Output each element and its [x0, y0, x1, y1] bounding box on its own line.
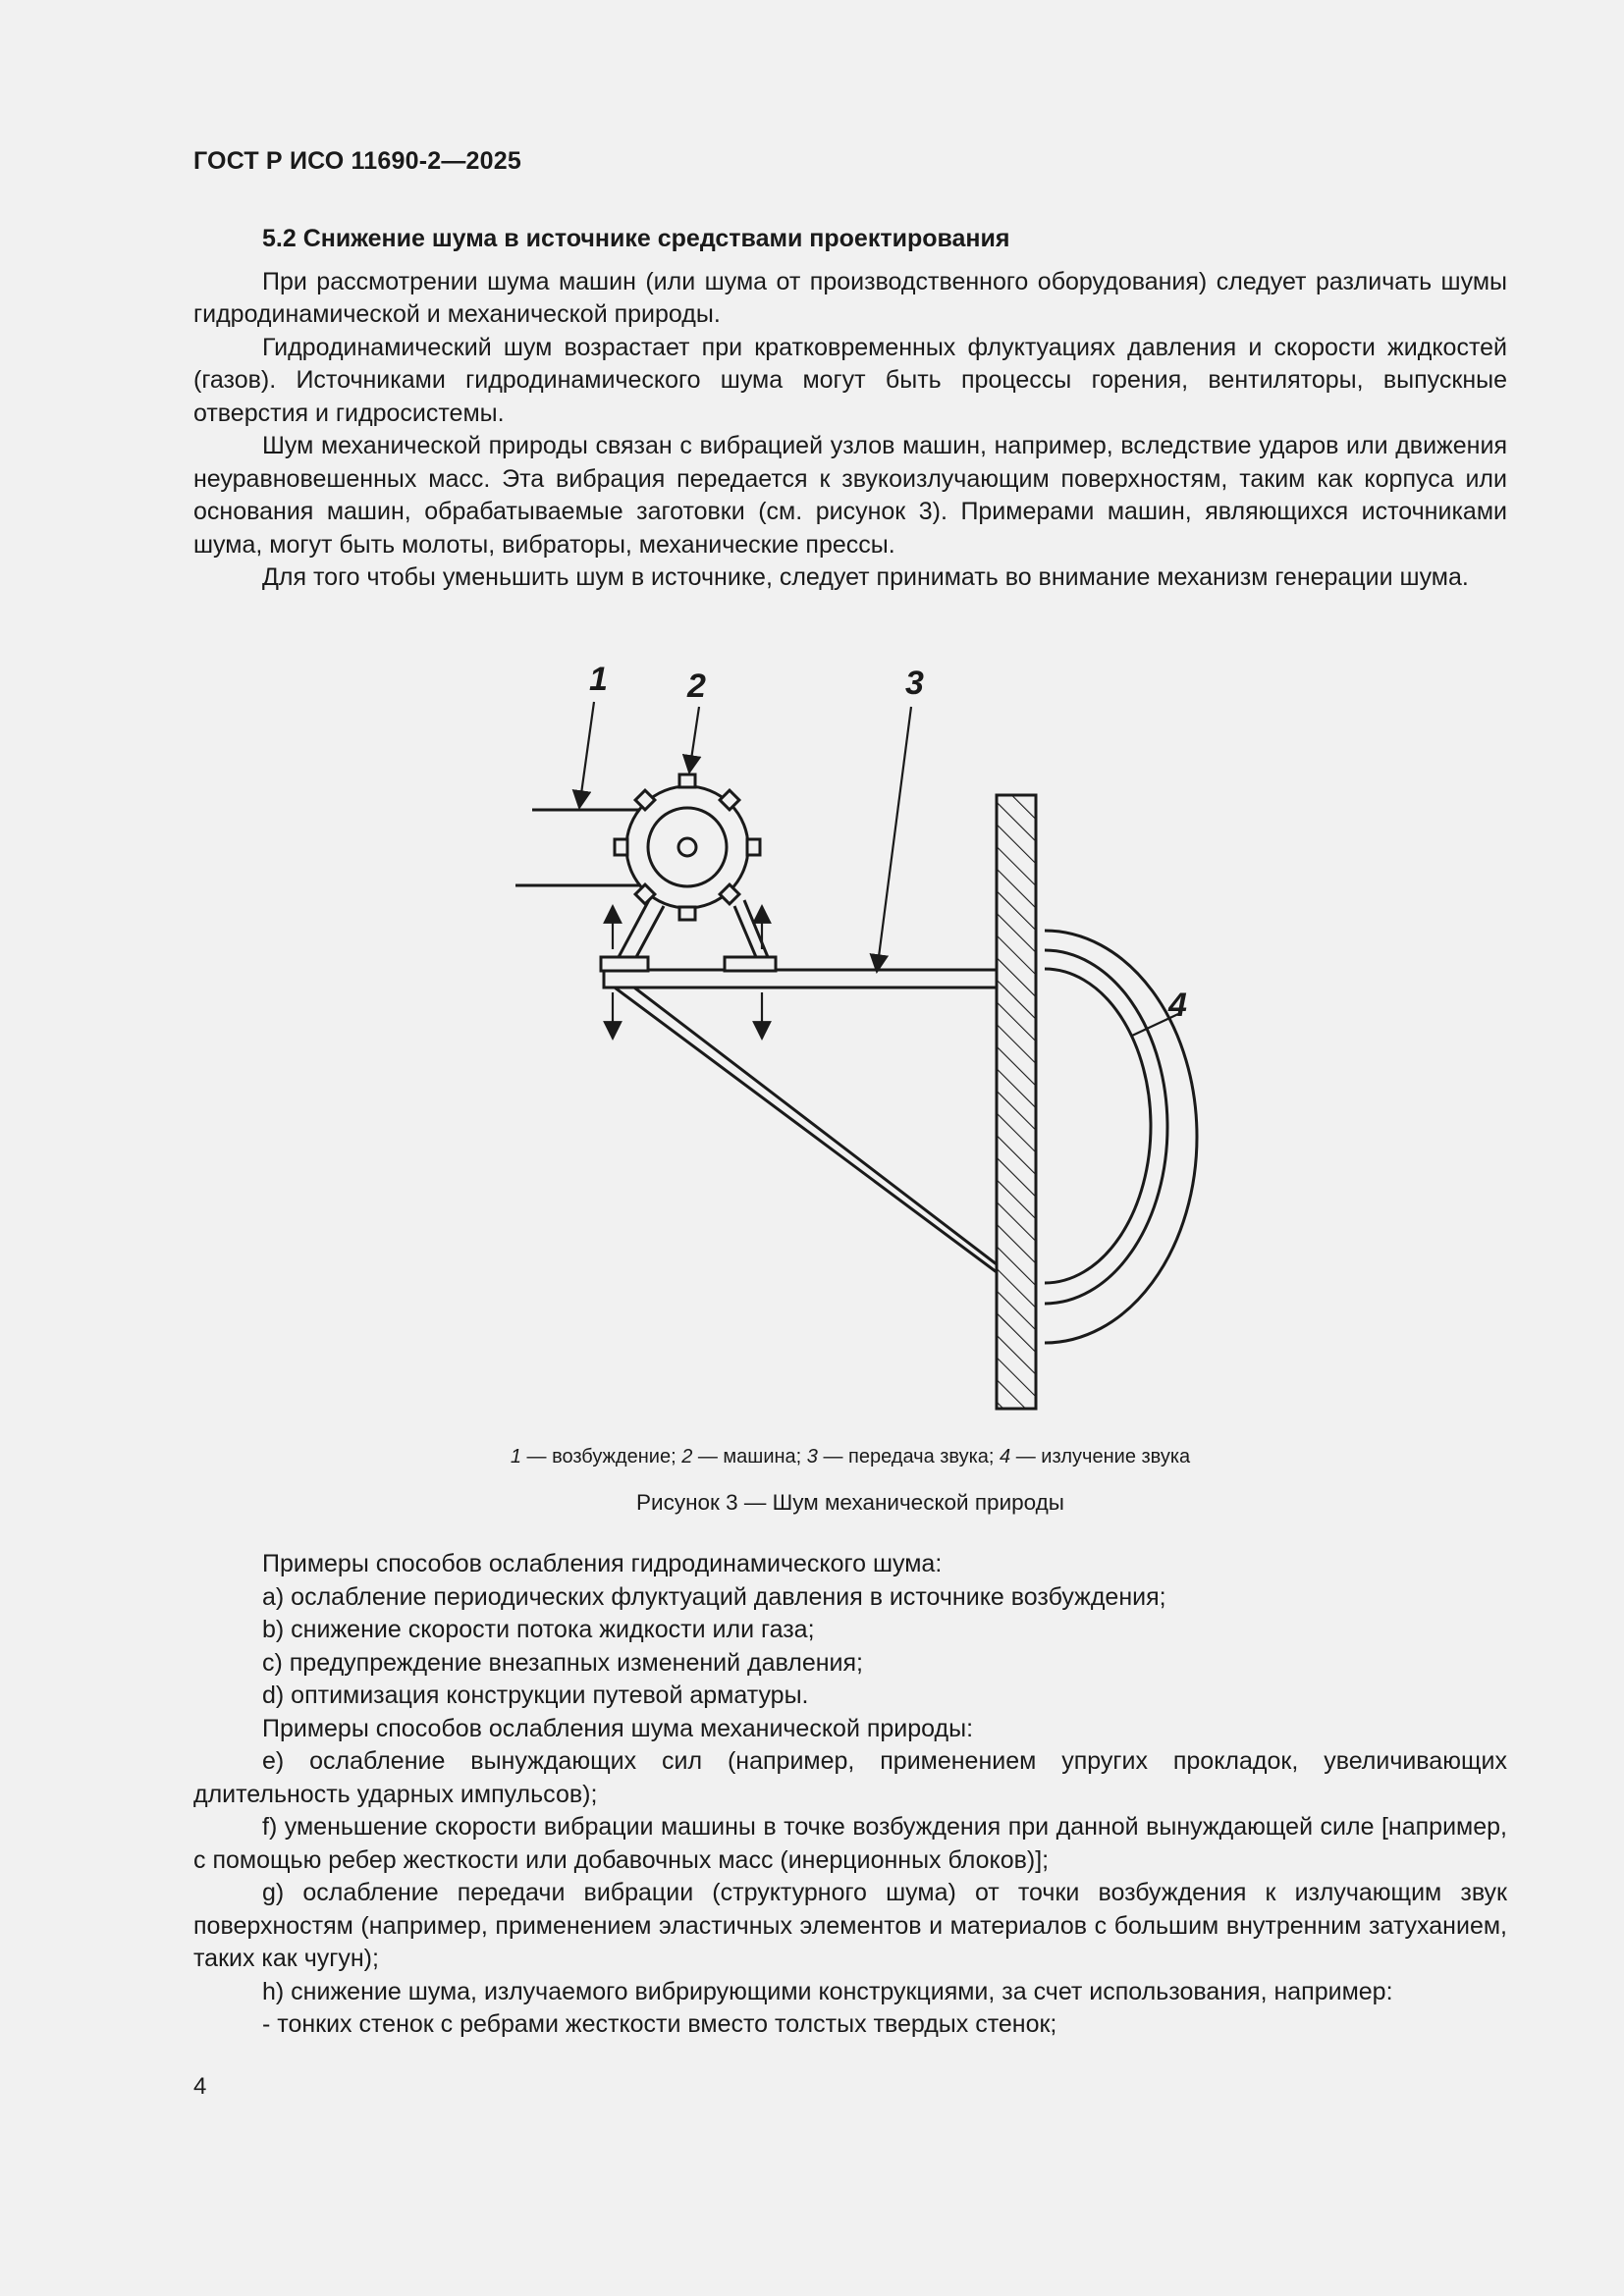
list-item: f) уменьшение скорости вибрации машины в точке возбуждения при данной вынуждающей силе [например, с помощью ребер жесткости или добавочных масс (инерционных блоков)];	[193, 1813, 1507, 1874]
figure-label-3: 3	[905, 665, 924, 702]
list-item: g) ослабление передачи вибрации (структурного шума) от точки возбуждения к излучающим звук поверхностям (например, применением эластичных элементов и материалов с большим внутренним затуханием, таких как чугун);	[193, 1879, 1507, 1972]
section-body	[193, 223, 1507, 595]
page-number: 4	[193, 2073, 207, 2100]
legend-num: 4	[1000, 1446, 1011, 1468]
list-item: a) ослабление периодических флуктуаций давления в источнике возбуждения;	[262, 1582, 1166, 1611]
legend-text: — машина;	[692, 1446, 807, 1468]
mechanical-noise-diagram	[491, 653, 1257, 1423]
legend-num: 2	[681, 1446, 693, 1468]
paragraph: Для того чтобы уменьшить шум в источнике, следует принимать во внимание механизм генерации шума.	[262, 563, 1469, 591]
figure-mechanical-noise	[491, 653, 1257, 1423]
examples-lists	[193, 1548, 1507, 2042]
figure-label-2: 2	[687, 667, 706, 705]
paragraph: Гидродинамический шум возрастает при кратковременных флуктуациях давления и скорости жидкостей (газов). Источниками гидродинамического шума могут быть процессы горения, вентиляторы, выпускные отверстия и гидросистемы.	[193, 333, 1507, 427]
legend-text: — излучение звука	[1010, 1446, 1191, 1468]
paragraph: Шум механической природы связан с вибрацией узлов машин, например, вследствие ударов или движения неуравновешенных масс. Эта вибрация передается к звукоизлучающим поверхностям, таким как корпуса или основания машин, обрабатываемые заготовки (см. рисунок 3). Примерами машин, являющихся источниками шума, могут быть молоты, вибраторы, механические прессы.	[193, 432, 1507, 559]
list-item-dash: - тонких стенок с ребрами жесткости вместо толстых твердых стенок;	[262, 2010, 1057, 2038]
list-item: b) снижение скорости потока жидкости или газа;	[262, 1616, 815, 1643]
legend-num: 3	[806, 1446, 818, 1468]
figure-legend	[193, 1446, 1507, 1468]
mount-pad-right	[725, 957, 776, 971]
legend-text: — возбуждение;	[520, 1446, 682, 1468]
figure-caption: Рисунок 3 — Шум механической природы	[636, 1490, 1064, 1515]
machine-wheel	[615, 774, 760, 920]
paragraph: При рассмотрении шума машин (или шума от производственного оборудования) следует различать шумы гидродинамической и механической природы.	[193, 267, 1507, 328]
list-item: d) оптимизация конструкции путевой арматуры.	[262, 1682, 809, 1709]
list-intro: Примеры способов ослабления гидродинамического шума:	[262, 1550, 943, 1577]
wall	[997, 795, 1036, 1409]
list-item: h) снижение шума, излучаемого вибрирующими конструкциями, за счет использования, например:	[262, 1977, 1393, 2005]
brace	[615, 988, 997, 1272]
list-item: c) предупреждение внезапных изменений давления;	[262, 1648, 863, 1677]
beam	[604, 970, 997, 988]
list-item: e) ослабление вынуждающих сил (например, применением упругих прокладок, увеличивающих длительность ударных импульсов);	[193, 1747, 1507, 1808]
document-header: ГОСТ Р ИСО 11690-2—2025	[193, 147, 521, 175]
figure-label-4: 4	[1168, 987, 1187, 1024]
mount-pad-left	[601, 957, 648, 971]
legend-text: — передача звука;	[817, 1446, 1001, 1468]
list-intro: Примеры способов ослабления шума механической природы:	[262, 1714, 974, 1742]
section-title: 5.2 Снижение шума в источнике средствами проектирования	[262, 225, 1010, 252]
legend-num: 1	[510, 1446, 521, 1468]
figure-label-1: 1	[589, 661, 608, 698]
